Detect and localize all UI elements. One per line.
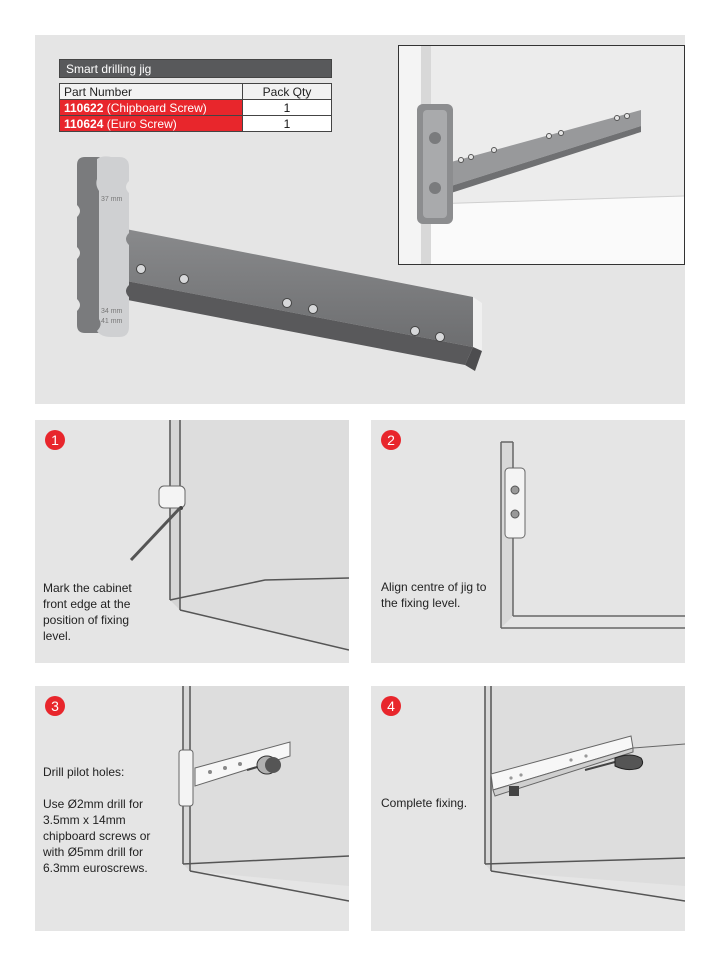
part-number-cell: 110622 (Chipboard Screw) bbox=[60, 100, 243, 116]
pack-qty-cell: 1 bbox=[243, 100, 332, 116]
step-3-panel bbox=[35, 686, 349, 931]
pack-qty-cell: 1 bbox=[243, 116, 332, 132]
step-1-badge: 1 bbox=[45, 430, 65, 450]
jig-marking-37: 37 mm bbox=[101, 196, 123, 203]
step-4-panel bbox=[371, 686, 685, 931]
part-number-cell: 110624 (Euro Screw) bbox=[60, 116, 243, 132]
jig-marking-34: 34 mm bbox=[101, 308, 123, 315]
step-2-instructions: Align centre of jig to the fixing level. bbox=[381, 580, 487, 610]
step-3-badge: 3 bbox=[45, 696, 65, 716]
cabinet-photo bbox=[399, 46, 684, 264]
product-title: Smart drilling jig bbox=[59, 59, 332, 78]
step-2-badge: 2 bbox=[381, 430, 401, 450]
jig-marking-41: 41 mm bbox=[101, 318, 123, 325]
step-4-instructions: Complete fixing. bbox=[381, 796, 468, 810]
step-1-instructions: Mark the cabinet front edge at the position of fixing level. bbox=[43, 581, 132, 643]
jig-outline bbox=[505, 468, 525, 538]
column-header: Part Number bbox=[60, 84, 243, 100]
product-panel bbox=[35, 35, 685, 404]
step-2-panel bbox=[371, 420, 685, 663]
step-1-panel bbox=[35, 420, 349, 663]
column-header: Pack Qty bbox=[243, 84, 332, 100]
step-3-instructions: Drill pilot holes: Use Ø2mm drill for 3.5mm x 14mm chipboard screws or with Ø5mm drill for 6.3mm euroscrews. bbox=[43, 765, 151, 875]
installed-photo bbox=[398, 45, 685, 265]
step-4-badge: 4 bbox=[381, 696, 401, 716]
step-2-illustration bbox=[371, 420, 685, 663]
